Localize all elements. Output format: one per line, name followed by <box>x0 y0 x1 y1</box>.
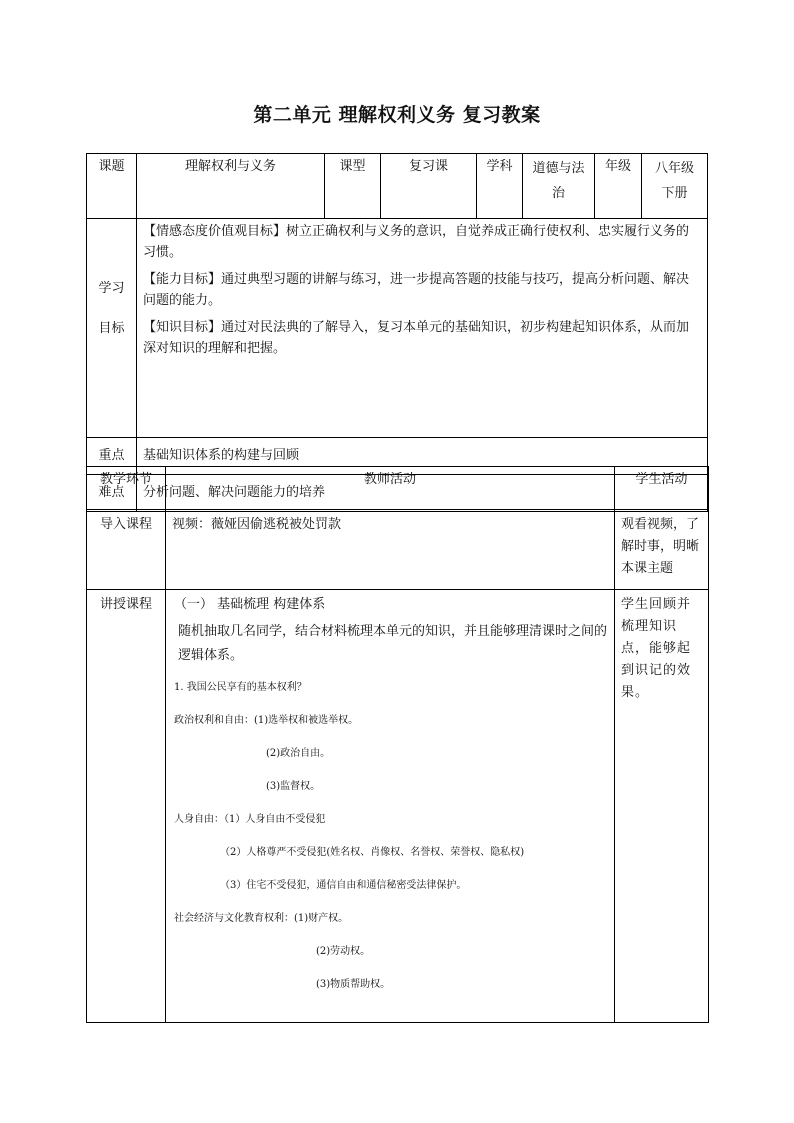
main-row <box>87 590 709 1023</box>
section-description: 随机抽取几名同学，结合材料梳理本单元的知识，并且能够理清课时之间的逻辑体系。 <box>178 624 608 663</box>
page-title: 第二单元 理解权利义务 复习教案 <box>253 104 541 126</box>
process-table <box>86 466 709 1023</box>
goals-row <box>87 219 708 438</box>
header-row <box>87 154 708 219</box>
teacher-header: 教师活动 <box>166 467 615 510</box>
goals-content <box>137 219 708 438</box>
knowledge-line: 社会经济与文化教育权利：(1)财产权。 <box>174 913 349 924</box>
goal-ability: 【能力目标】通过典型习题的讲解与练习，进一步提高答题的技能与技巧，提高分析问题、解决问题的能力。 <box>143 272 690 308</box>
knowledge-line: （3）住宅不受侵犯，通信自由和通信秘密受法律保护。 <box>220 880 467 891</box>
intro-step: 导入课程 <box>87 510 166 590</box>
goals-label: 学习目标 <box>87 219 137 438</box>
topic-value: 理解权利与义务 <box>137 154 325 219</box>
topic-label: 课题 <box>87 154 137 219</box>
knowledge-question: 1. 我国公民享有的基本权利？ <box>174 682 307 693</box>
process-header-row <box>87 467 709 510</box>
type-value: 复习课 <box>381 154 477 219</box>
knowledge-list <box>174 682 608 1012</box>
knowledge-line: 人身自由：（1）人身自由不受侵犯 <box>174 814 326 825</box>
grade-label: 年级 <box>595 154 642 219</box>
student-header: 学生活动 <box>615 467 709 510</box>
knowledge-line: (3)监督权。 <box>266 781 321 792</box>
difficulty-value: 分析问题、解决问题能力的培养 <box>137 475 708 512</box>
grade-value: 八年级下册 <box>642 154 708 219</box>
knowledge-line: 政治权利和自由：(1)选举权和被选举权。 <box>174 715 359 726</box>
main-student: 学生回顾并梳理知识点，能够起到识记的效果。 <box>615 590 709 1023</box>
intro-row <box>87 510 709 590</box>
type-label: 课型 <box>325 154 381 219</box>
intro-teacher: 视频：薇娅因偷逃税被处罚款 <box>166 510 615 590</box>
knowledge-line: (2)政治自由。 <box>266 748 331 759</box>
subject-value: 道德与法治 <box>523 154 595 219</box>
key-point-label: 重点 <box>87 438 137 475</box>
intro-student: 观看视频，了解时事，明晰本课主题 <box>615 510 709 590</box>
info-table <box>86 153 708 512</box>
knowledge-line: (2)劳动权。 <box>316 946 371 957</box>
knowledge-line: (3)物质帮助权。 <box>316 979 391 990</box>
knowledge-line: （2）人格尊严不受侵犯(姓名权、肖像权、名誉权、荣誉权、隐私权) <box>220 847 525 858</box>
subject-label: 学科 <box>477 154 523 219</box>
difficulty-label: 难点 <box>87 475 137 512</box>
section-title: （一） 基础梳理 构建体系 <box>174 597 326 612</box>
step-header: 教学环节 <box>87 467 166 510</box>
key-point-value: 基础知识体系的构建与回顾 <box>137 438 708 475</box>
main-step: 讲授课程 <box>87 590 166 1023</box>
main-teacher <box>166 590 615 1023</box>
goal-knowledge: 【知识目标】通过对民法典的了解导入，复习本单元的基础知识，初步构建起知识体系，从而加深对知识的理解和把握。 <box>143 320 690 356</box>
goal-attitude: 【情感态度价值观目标】树立正确权利与义务的意识，自觉养成正确行使权利、忠实履行义务的习惯。 <box>143 224 690 260</box>
